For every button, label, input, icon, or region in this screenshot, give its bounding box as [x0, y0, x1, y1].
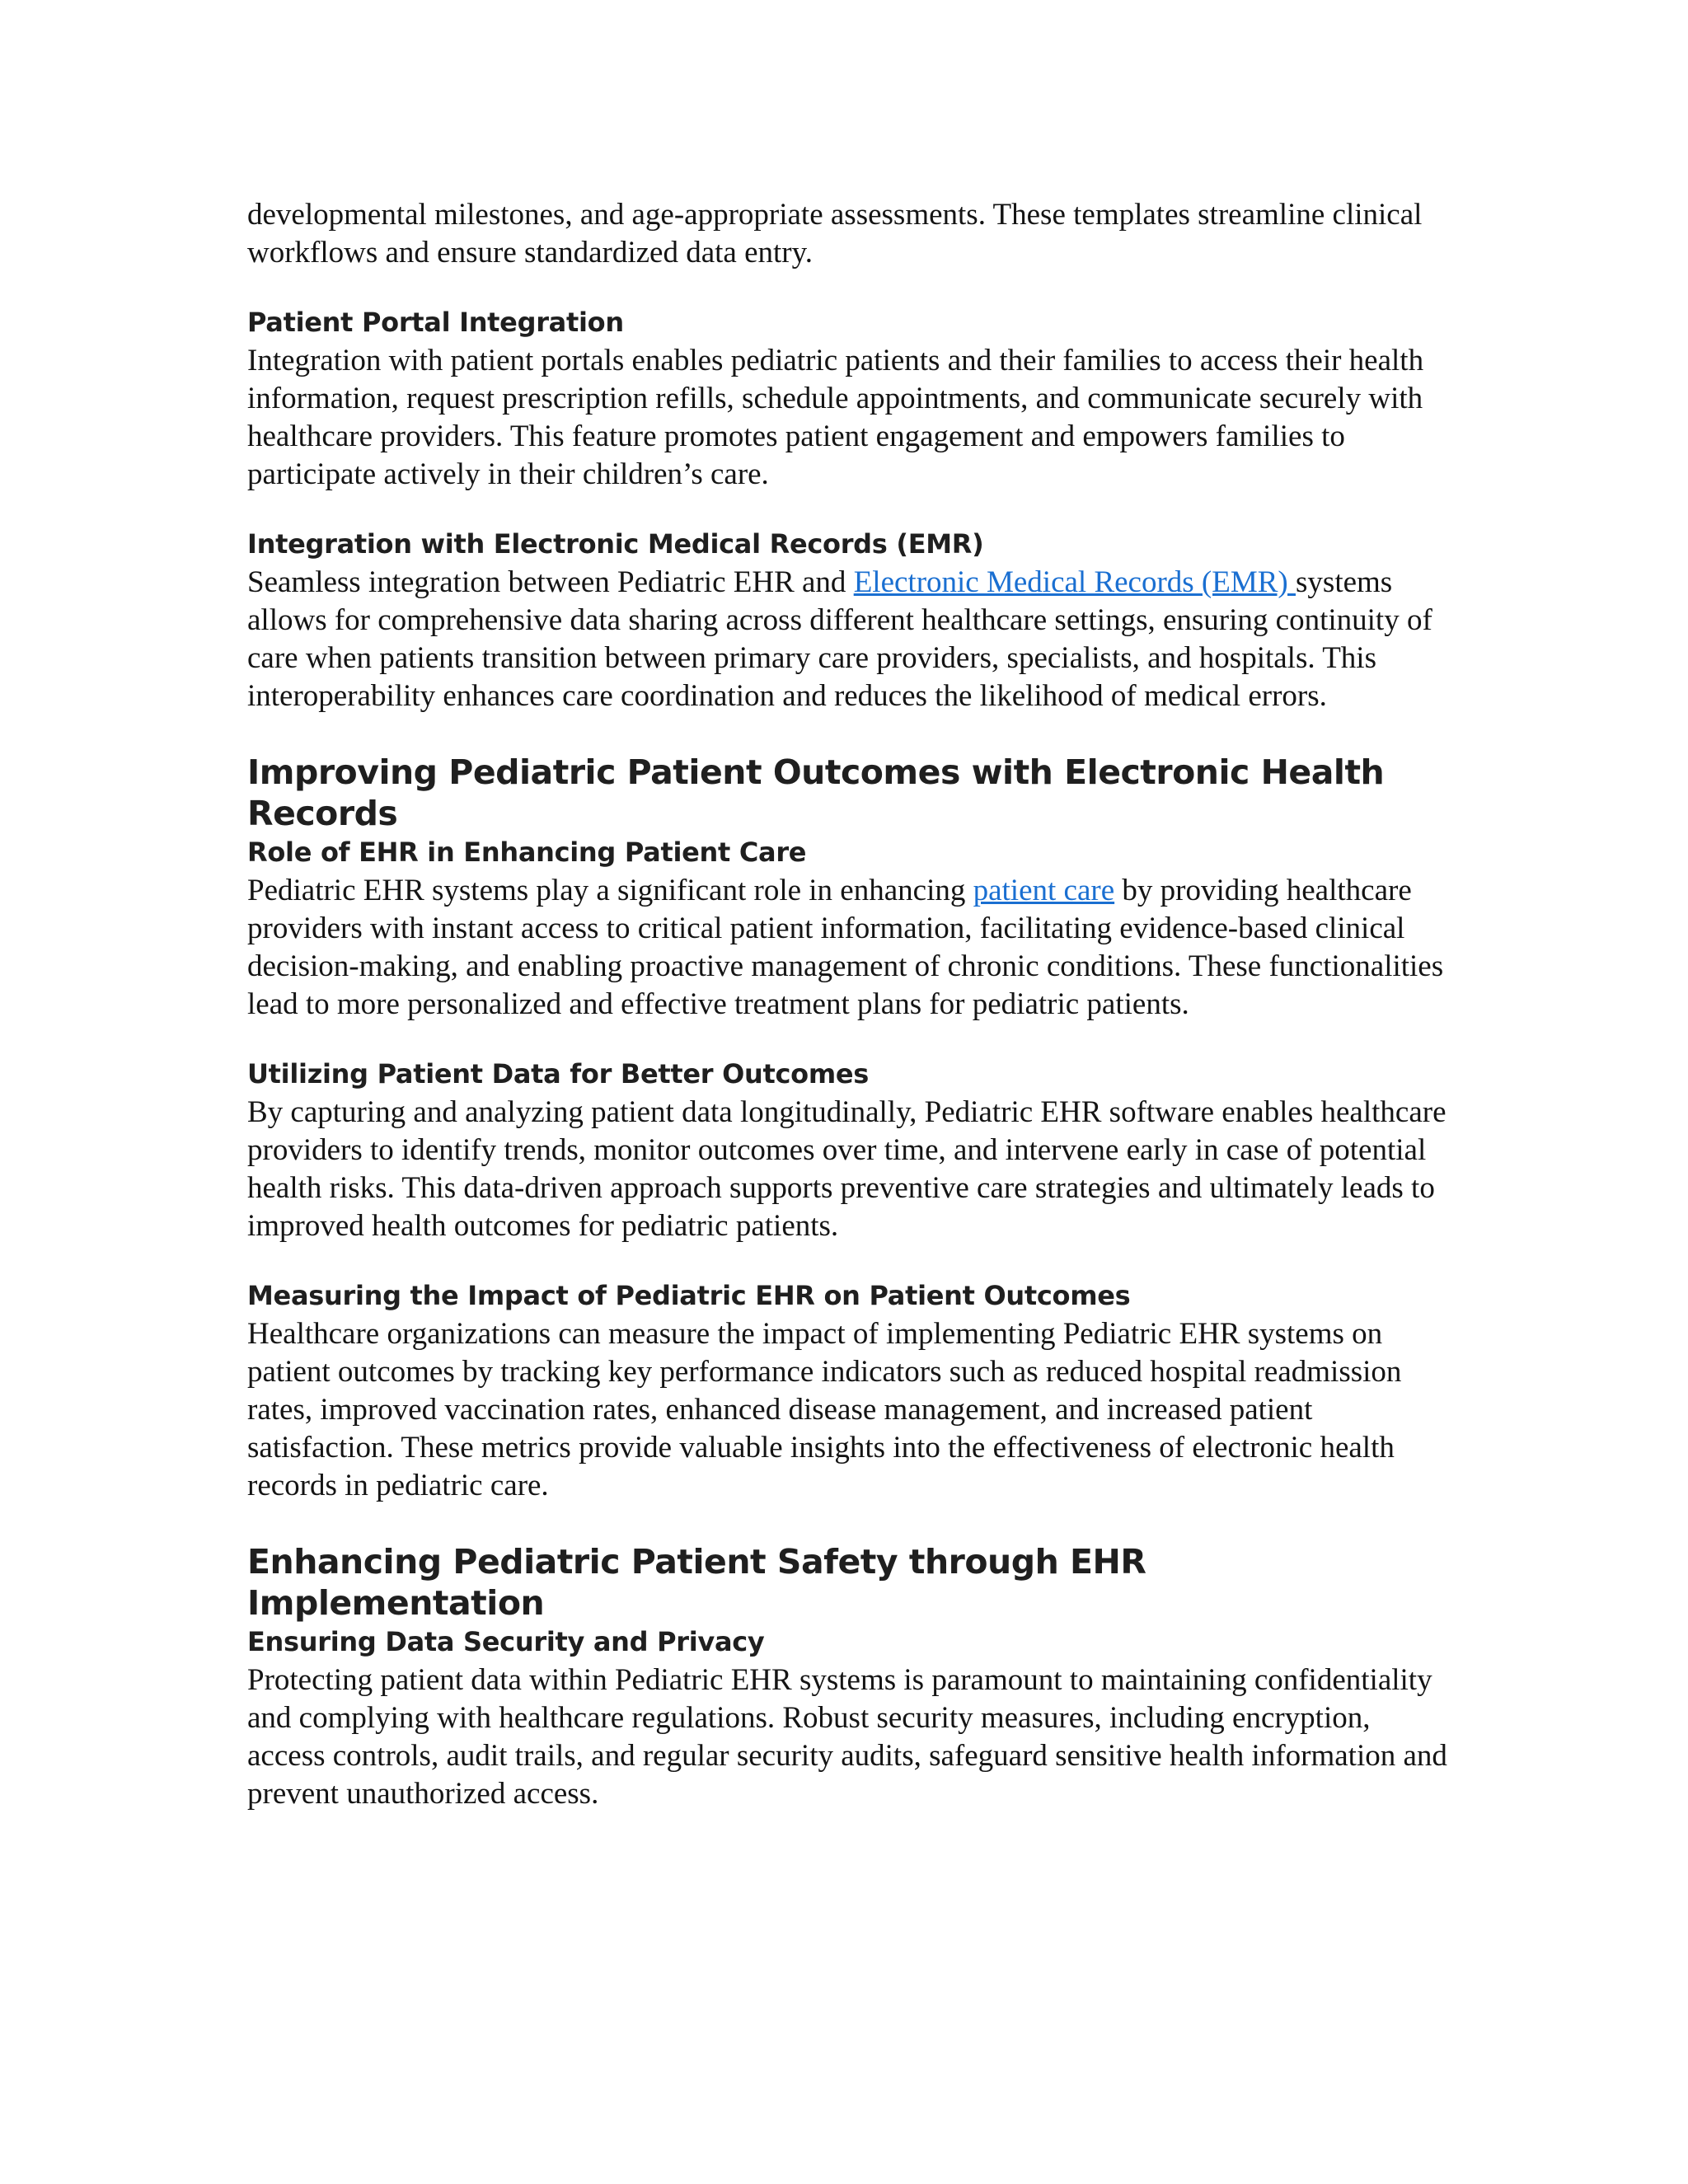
patient-portal-paragraph: Integration with patient portals enables pediatric patients and their families to access their health information, request prescription refills, schedule appointments, and communicate securely with healthcare providers. This feature promotes patient engagement and empowers families to participate actively in their children’s care. — [247, 344, 1424, 491]
emr-link[interactable]: Electronic Medical Records (EMR) — [853, 565, 1296, 599]
data-security-paragraph: Protecting patient data within Pediatric EHR systems is paramount to maintaining confidentiality and complying with healthcare regulations. Robust security measures, including encryption, access controls, audit trails, and regular security audits, safeguard sensitive health information and prevent unauthorized access. — [247, 1663, 1447, 1811]
emr-integration-heading: Integration with Electronic Medical Records (EMR) — [247, 528, 984, 560]
patient-portal-heading: Patient Portal Integration — [247, 307, 624, 338]
safety-section-title: Enhancing Pediatric Patient Safety through EHR Implementation — [247, 1542, 1146, 1623]
role-text-before: Pediatric EHR systems play a significant role in enhancing — [247, 874, 973, 907]
intro-paragraph: developmental milestones, and age-appropriate assessments. These templates streamline clinical workflows and ensure standardized data entry. — [247, 198, 1423, 269]
patient-data-heading: Utilizing Patient Data for Better Outcomes — [247, 1058, 870, 1090]
patient-data-paragraph: By capturing and analyzing patient data longitudinally, Pediatric EHR software enables healthcare providers to identify trends, monitor outcomes over time, and intervene early in case of potential health risks. This data-driven approach supports preventive care strategies and ultimately leads to improved health outcomes for pediatric patients. — [247, 1095, 1447, 1243]
emr-integration-paragraph — [247, 564, 1451, 715]
measuring-impact-heading: Measuring the Impact of Pediatric EHR on Patient Outcomes — [247, 1280, 1131, 1311]
document-page — [247, 196, 1451, 1813]
role-of-ehr-paragraph — [247, 872, 1451, 1024]
role-text-after: by providing healthcare providers with instant access to critical patient information, facilitating evidence-based clinical decision-making, and enabling proactive management of chronic conditions. These functionalities lead to more personalized and effective treatment plans for pediatric patients. — [247, 874, 1444, 1021]
role-of-ehr-heading: Role of EHR in Enhancing Patient Care — [247, 837, 807, 868]
measuring-impact-paragraph: Healthcare organizations can measure the impact of implementing Pediatric EHR systems on patient outcomes by tracking key performance indicators such as reduced hospital readmission rates, improved vaccination rates, enhanced disease management, and increased patient satisfaction. These metrics provide valuable insights into the effectiveness of electronic health records in pediatric care. — [247, 1317, 1402, 1502]
patient-care-link[interactable]: patient care — [973, 874, 1115, 907]
data-security-heading: Ensuring Data Security and Privacy — [247, 1626, 765, 1657]
outcomes-section-title: Improving Pediatric Patient Outcomes with Electronic Health Records — [247, 752, 1385, 833]
emr-text-after: systems allows for comprehensive data sharing across different healthcare settings, ensuring continuity of care when patients transition between primary care providers, specialists, and hospitals. This interoperability enhances care coordination and reduces the likelihood of medical errors. — [247, 565, 1432, 713]
emr-text-before: Seamless integration between Pediatric EHR and — [247, 565, 854, 599]
